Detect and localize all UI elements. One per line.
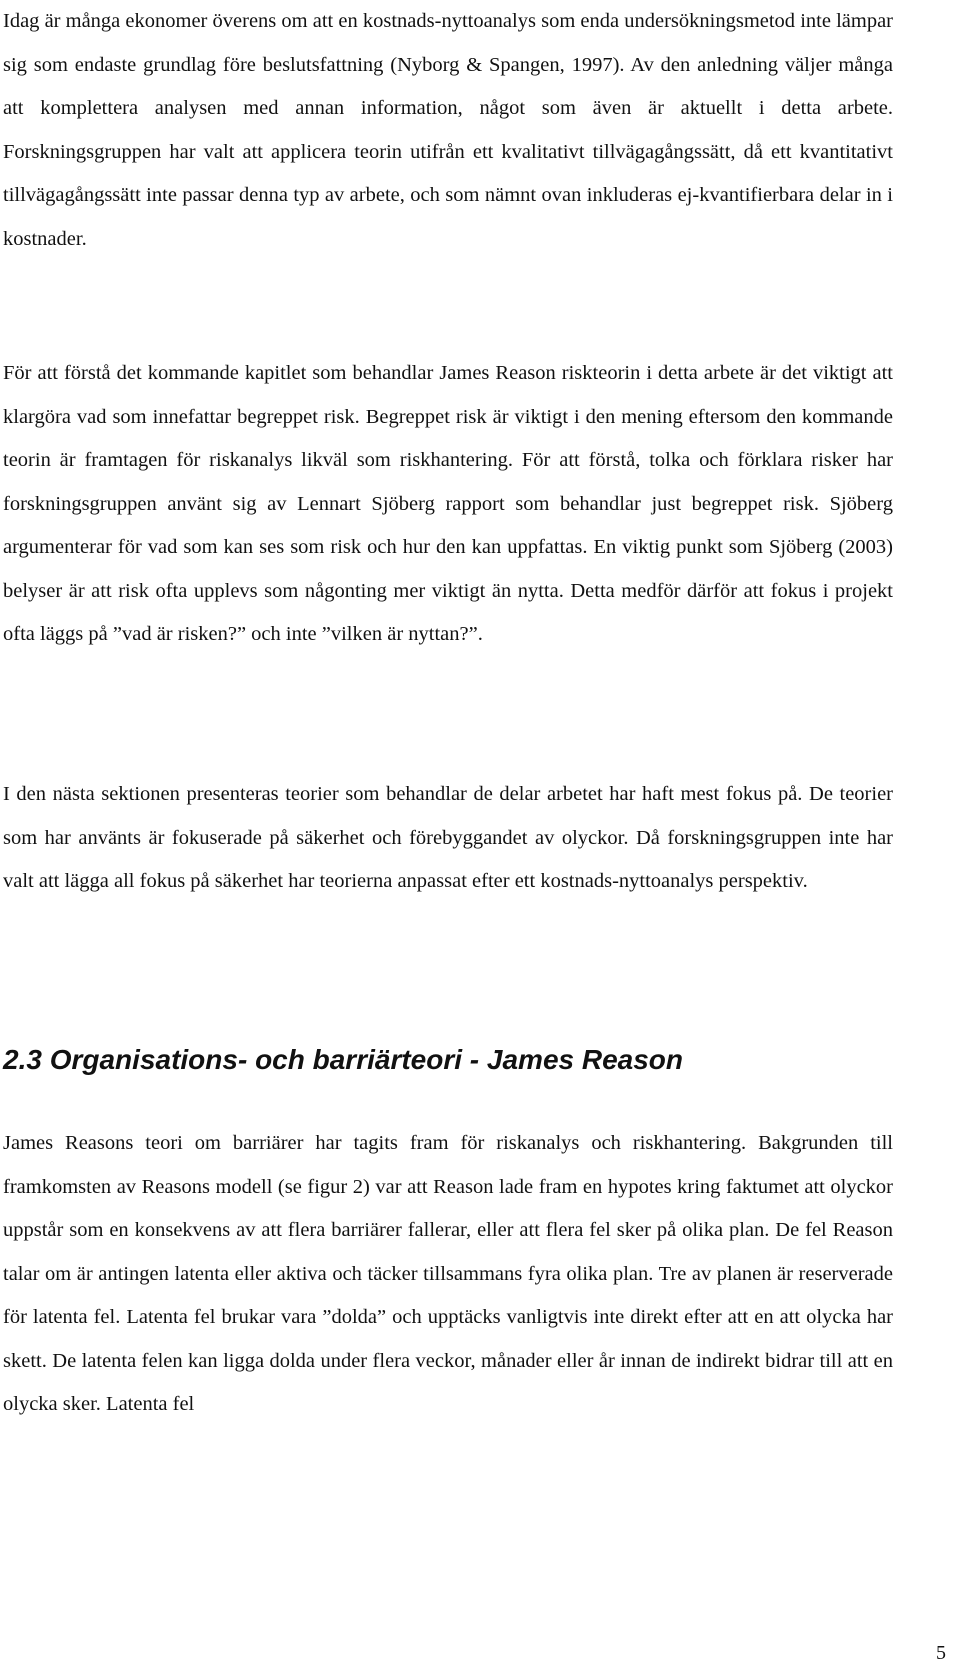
paragraph-risk-concept: För att förstå det kommande kapitlet som behandlar James Reason riskteorin i detta arbete är det viktigt att klargöra vad som innefattar begreppet risk. Begreppet risk är viktigt i den mening eftersom den kommande teorin är framtagen för riskanalys likväl som riskhantering. För att förstå, tolka och förklara risker har forskningsgruppen använt sig av Lennart Sjöberg rapport som behandlar just begreppet risk. Sjöberg argumenterar för vad som kan ses som risk och hur den kan uppfattas. En viktig punkt som Sjöberg (2003) belyser är att risk ofta upplevs som någonting mer viktigt än nytta. Detta medför därför att fokus i projekt ofta läggs på ”vad är risken?” och inte ”vilken är nyttan?”. [3, 362, 893, 645]
paragraph-reason-theory: James Reasons teori om barriärer har tagits fram för riskanalys och riskhantering. Bakgrunden till framkomsten av Reasons modell (se figur 2) var att Reason lade fram en hypotes kring faktumet att olyckor uppstår som en konsekvens av att flera barriärer fallerar, eller att flera fel sker på olika plan. De fel Reason talar om är antingen latenta eller aktiva och täcker tillsammans fyra olika plan. Tre av planen är reserverade för latenta fel. Latenta fel brukar vara ”dolda” och upptäcks vanligtvis inte direkt efter att en att olycka har skett. De latenta felen kan ligga dolda under flera veckor, månader eller år innan de indirekt bidrar till att en olycka sker. Latenta fel [3, 1132, 893, 1415]
section-heading: 2.3 Organisations- och barriärteori - James Reason [3, 1044, 684, 1075]
paragraph-next-section: I den nästa sektionen presenteras teorier som behandlar de delar arbetet har haft mest fokus på. De teorier som har använts är fokuserade på säkerhet och förebyggandet av olyckor. Då forskningsgruppen inte har valt att lägga all fokus på säkerhet har teorierna anpassat efter ett kostnads-nyttoanalys perspektiv. [3, 783, 893, 892]
paragraph-cost-benefit-intro: Idag är många ekonomer överens om att en kostnads-nyttoanalys som enda undersökningsmetod inte lämpar sig som endaste grundlag före beslutsfattning (Nyborg & Spangen, 1997). Av den anledning väljer många att komplettera analysen med annan information, något som även är aktuellt i detta arbete. Forskningsgruppen har valt att applicera teorin utifrån ett kvalitativt tillvägagångssätt, då ett kvantitativt tillvägagångssätt inte passar denna typ av arbete, och som nämnt ovan inkluderas ej-kvantifierbara delar in i kostnader. [3, 10, 893, 250]
page-number: 5 [936, 1642, 946, 1664]
